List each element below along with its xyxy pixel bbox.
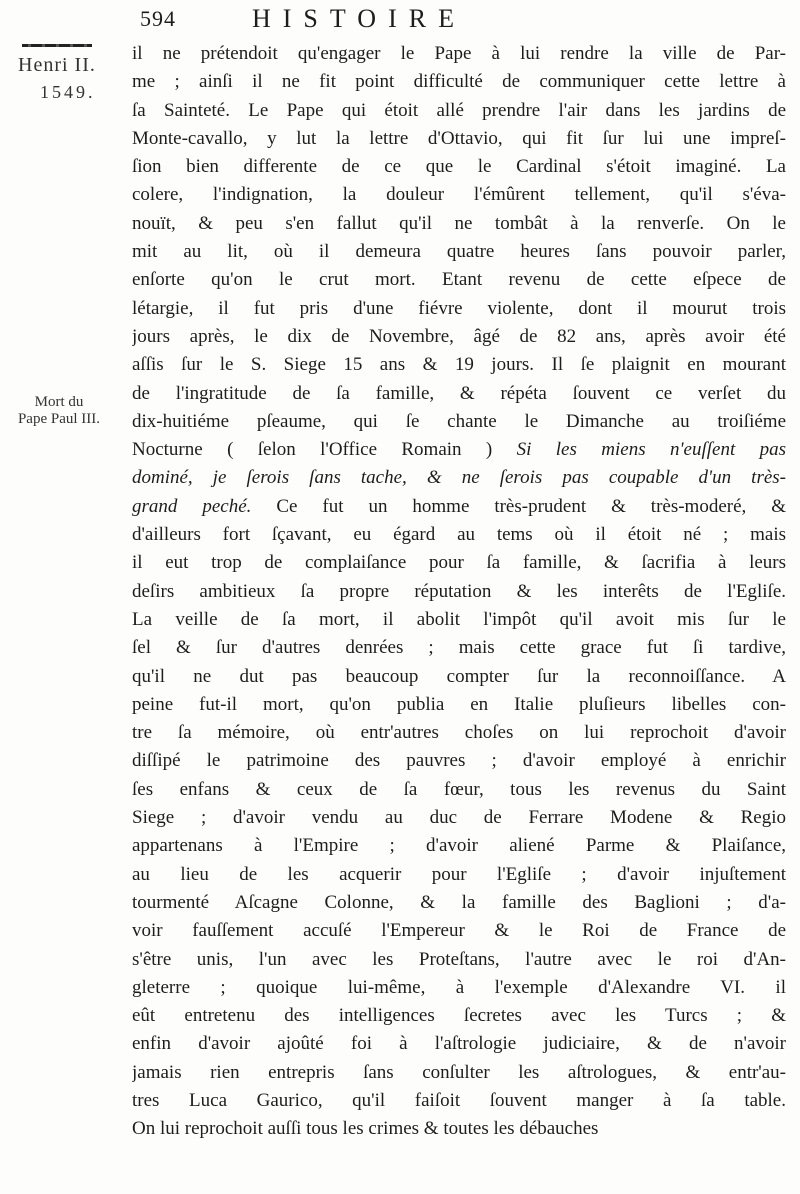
margin-note-year: 1549. [40, 82, 96, 102]
text-line: mit au lit, où il demeura quatre heures ſans pouvoir parler, [132, 241, 786, 263]
quote-segment: Si les miens n'euſſent pas [516, 439, 786, 461]
page-number: 594 [140, 6, 176, 31]
text-line: dix-huitiéme pſeaume, qui ſe chante le Dimanche au troiſiéme [132, 410, 786, 432]
text-line: deſirs ambitieux ſa propre réputation & les interêts de l'Egliſe. [132, 580, 786, 602]
margin-note-death [14, 394, 104, 429]
text-line: colere, l'indignation, la douleur l'émûrent tellement, qu'il s'éva- [132, 184, 786, 206]
ornamental-rule [22, 44, 92, 47]
text-line: tres Luca Gaurico, qu'il faiſoit ſouvent manger à ſa table. [132, 1089, 786, 1111]
text-line: ſion bien differente de ce que le Cardinal s'étoit imaginé. La [132, 156, 786, 178]
text-line: jamais rien entrepris ſans conſulter les aſtrologues, & entr'au- [132, 1061, 786, 1083]
text-line: enfin d'avoir ajoûté foi à l'aſtrologie judiciaire, & de n'avoir [132, 1033, 786, 1055]
text-line: aſſis ſur le S. Siege 15 ans & 19 jours. Il ſe plaignit en mourant [132, 354, 786, 376]
text-line: de l'ingratitude de ſa famille, & répéta ſouvent ce verſet du [132, 382, 786, 404]
text-line: nouït, & peu s'en fallut qu'il ne tombât à la renverſe. On le [132, 212, 786, 234]
quote-segment: grand peché. [132, 495, 252, 517]
text-line: tre ſa mémoire, où entr'autres choſes on lui reprochoit d'avoir [132, 722, 786, 744]
text-line-with-quote [132, 436, 786, 464]
text-line: jours après, le dix de Novembre, âgé de 82 ans, après avoir été [132, 325, 786, 347]
text-line: La veille de ſa mort, il abolit l'impôt qu'il avoit mis ſur le [132, 608, 786, 630]
text-line: au lieu de les acquerir pour l'Egliſe ; d'avoir injuſtement [132, 863, 786, 885]
quote-line [132, 464, 786, 492]
text-line: On lui reprochoit auſſi tous les crimes & toutes les débauches [132, 1118, 599, 1140]
text-line: me ; ainſi il ne fit point difficulté de communiquer cette lettre à [132, 71, 786, 93]
text-line: ſa Sainteté. Le Pape qui étoit allé prendre l'air dans les jardins de [132, 99, 786, 121]
text-line: tourmenté Aſcagne Colonne, & la famille des Baglioni ; d'a- [132, 891, 786, 913]
text-line: enſorte qu'on le crut mort. Etant revenu de cette eſpece de [132, 269, 786, 291]
margin-note-death-line1: Mort du [34, 394, 84, 410]
margin-note-death-line2: Pape Paul III. [17, 411, 101, 428]
text-line: diſſipé le patrimoine des pauvres ; d'avoir employé à enrichir [132, 750, 786, 772]
text-line: gleterre ; quoique lui-même, à l'exemple d'Alexandre VI. il [132, 976, 786, 998]
text-segment: Nocturne ( ſelon l'Office Romain ) [132, 439, 493, 461]
text-line: Monte-cavallo, y lut la lettre d'Ottavio, qui fit ſur lui une impreſ- [132, 127, 786, 149]
text-line: eût entretenu des intelligences ſecretes avec les Turcs ; & [132, 1005, 786, 1027]
text-line: ſel & ſur d'autres denrées ; mais cette grace fut ſi tardive, [132, 637, 786, 659]
text-line: qu'il ne dut pas beaucoup compter ſur la reconnoiſſance. A [132, 665, 786, 687]
text-line: il ne prétendoit qu'engager le Pape à lui rendre la ville de Par- [132, 43, 786, 64]
body-text [132, 40, 786, 1144]
text-line: s'être unis, l'un avec les Proteſtans, l'autre avec le roi d'An- [132, 948, 786, 970]
text-line: Siege ; d'avoir vendu au duc de Ferrare Modene & Regio [132, 807, 786, 829]
text-line: il eut trop de complaiſance pour ſa famille, & ſacrifia à leurs [132, 552, 786, 574]
text-segment: Ce fut un homme très-prudent & très-moderé, & [276, 495, 786, 517]
text-line: voir fauſſement accuſé l'Empereur & le Roi de France de [132, 920, 786, 942]
text-line: peine fut-il mort, qu'on publia en Italie pluſieurs libelles con- [132, 693, 786, 715]
text-line: ſes enfans & ceux de ſa fœur, tous les revenus du Saint [132, 778, 786, 800]
text-line: d'ailleurs fort ſçavant, eu égard au tems où il étoit né ; mais [132, 524, 786, 546]
margin-note-reign: Henri II. [18, 54, 96, 76]
quote-segment: dominé, je ſerois ſans tache, & ne ſerois pas coupable d'un très- [132, 467, 786, 489]
text-line-with-quote [132, 493, 786, 521]
running-title: HISTOIRE [252, 4, 466, 33]
text-line: appartenans à l'Empire ; d'avoir aliené Parme & Plaiſance, [132, 835, 786, 857]
text-line: létargie, il fut pris d'une fiévre violente, dont il mourut trois [132, 297, 786, 319]
